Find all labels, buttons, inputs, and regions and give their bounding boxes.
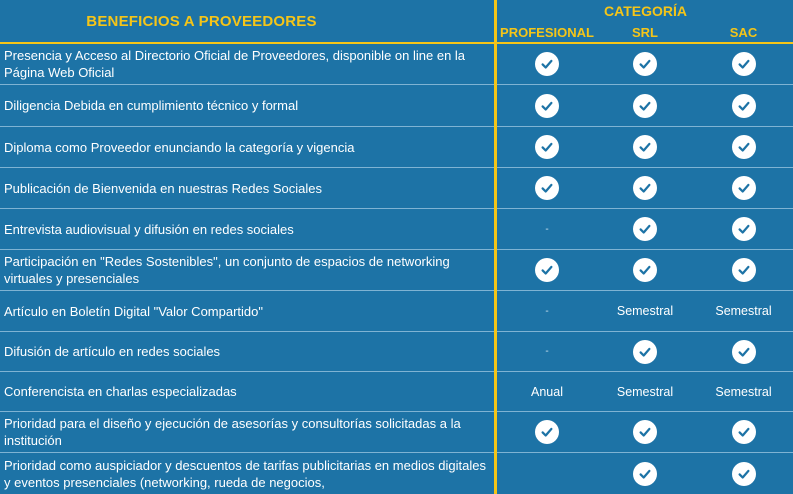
table-row	[0, 44, 793, 84]
table-row	[0, 412, 793, 452]
cell-sac	[694, 412, 793, 452]
benefit-description: Participación en "Redes Sostenibles", un conjunto de espacios de networking virtuales y presenciales	[4, 254, 450, 286]
table-row	[0, 209, 793, 249]
header-col-profesional: PROFESIONAL	[500, 25, 594, 40]
benefit-description: Artículo en Boletín Digital "Valor Compartido"	[4, 303, 263, 319]
header-title: BENEFICIOS A PROVEEDORES	[86, 13, 317, 30]
check-icon	[633, 52, 657, 76]
cell-srl	[596, 250, 694, 290]
table-row	[0, 127, 793, 167]
table-row	[0, 372, 793, 411]
benefit-description: Presencia y Acceso al Directorio Oficial de Proveedores, disponible on line en la Página Web Oficial	[4, 48, 466, 80]
cell-value: Semestral	[715, 304, 772, 318]
cell-srl	[596, 332, 694, 371]
benefit-description: Diligencia Debida en cumplimiento técnico y formal	[4, 98, 299, 113]
cell-sac	[694, 168, 793, 208]
benefit-description: Difusión de artículo en redes sociales	[4, 344, 221, 359]
check-icon	[535, 135, 559, 159]
header-col-sac: SAC	[729, 25, 758, 40]
column-divider	[494, 0, 497, 494]
cell-sac	[694, 127, 793, 167]
cell-value: Anual	[531, 384, 563, 399]
table-row	[0, 168, 793, 208]
benefit-description: Diploma como Proveedor enunciando la categoría y vigencia	[4, 139, 355, 155]
check-icon	[535, 176, 559, 200]
check-icon	[633, 94, 657, 118]
check-icon	[535, 258, 559, 282]
cell-sac	[694, 250, 793, 290]
table-row	[0, 250, 793, 290]
table-header	[0, 0, 793, 43]
cell-srl	[596, 85, 694, 126]
check-icon	[633, 176, 657, 200]
cell-profesional	[498, 412, 596, 452]
check-icon	[732, 94, 756, 118]
cell-sac	[694, 332, 793, 371]
check-icon	[535, 420, 559, 444]
check-icon	[633, 462, 657, 486]
cell-sac	[694, 85, 793, 126]
check-icon	[732, 176, 756, 200]
benefit-description: Prioridad para el diseño y ejecución de asesorías y consultorías solicitadas a la institución	[4, 416, 461, 448]
cell-value: Semestral	[616, 304, 674, 318]
cell-srl	[596, 291, 694, 331]
cell-srl	[596, 453, 694, 494]
cell-profesional	[498, 372, 596, 411]
cell-sac	[694, 209, 793, 249]
cell-value: -	[545, 223, 549, 235]
header-col-srl: SRL	[632, 25, 658, 40]
benefit-description: Conferencista en charlas especializadas	[4, 384, 237, 399]
check-icon	[732, 420, 756, 444]
cell-value: Semestral	[715, 384, 772, 399]
cell-sac	[694, 44, 793, 84]
check-icon	[633, 420, 657, 444]
check-icon	[633, 258, 657, 282]
benefit-description: Entrevista audiovisual y difusión en redes sociales	[4, 221, 294, 237]
cell-profesional	[498, 44, 596, 84]
cell-srl	[596, 168, 694, 208]
cell-profesional	[498, 453, 596, 494]
cell-value: -	[545, 305, 549, 317]
cell-profesional	[498, 168, 596, 208]
cell-srl	[596, 209, 694, 249]
cell-sac	[694, 453, 793, 494]
table-row	[0, 85, 793, 126]
cell-profesional	[498, 291, 596, 331]
cell-sac	[694, 291, 793, 331]
check-icon	[732, 52, 756, 76]
cell-profesional	[498, 209, 596, 249]
cell-srl	[596, 372, 694, 411]
check-icon	[535, 94, 559, 118]
table-row	[0, 291, 793, 331]
check-icon	[633, 217, 657, 241]
check-icon	[732, 135, 756, 159]
check-icon	[732, 462, 756, 486]
cell-profesional	[498, 127, 596, 167]
cell-profesional	[498, 332, 596, 371]
cell-profesional	[498, 250, 596, 290]
cell-value: -	[545, 346, 549, 357]
benefit-description: Publicación de Bienvenida en nuestras Redes Sociales	[4, 180, 322, 196]
table-row	[0, 453, 793, 494]
header-title-cell	[0, 0, 495, 43]
cell-profesional	[498, 85, 596, 126]
table-row	[0, 332, 793, 371]
check-icon	[535, 52, 559, 76]
cell-value: Semestral	[616, 384, 674, 399]
header-category: CATEGORÍA	[604, 3, 687, 19]
check-icon	[633, 135, 657, 159]
cell-srl	[596, 44, 694, 84]
cell-srl	[596, 127, 694, 167]
check-icon	[732, 217, 756, 241]
check-icon	[732, 340, 756, 364]
check-icon	[633, 340, 657, 364]
benefit-description: Prioridad como auspiciador y descuentos de tarifas publicitarias en medios digitales y eventos presenciales (networking, rueda de negocios,	[4, 457, 486, 490]
cell-sac	[694, 372, 793, 411]
check-icon	[732, 258, 756, 282]
cell-srl	[596, 412, 694, 452]
